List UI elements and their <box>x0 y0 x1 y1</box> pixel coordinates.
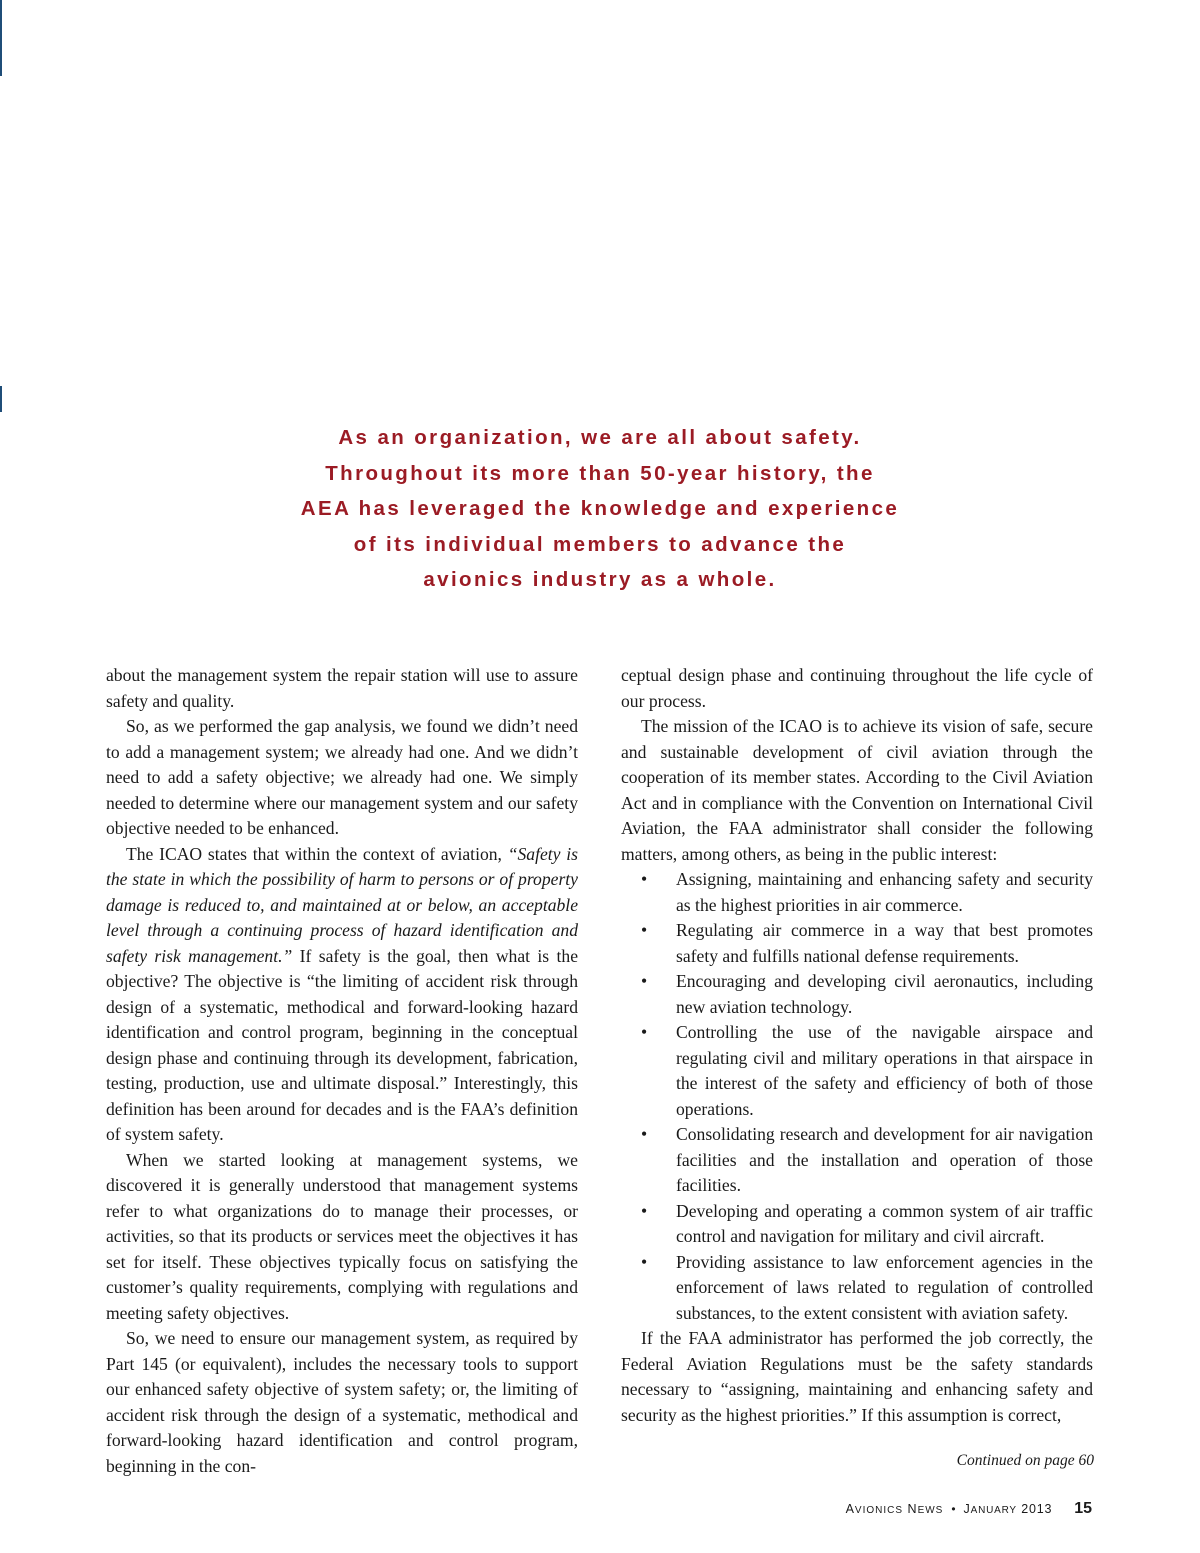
list-item <box>621 1122 1093 1199</box>
body-paragraph: The mission of the ICAO is to achieve its vision of safe, secure and sustainable development of civil aviation through the cooperation of its member states. According to the Civil Aviation Act and in compliance with the Convention on International Civil Aviation, the FAA administrator shall consider the following matters, among others, as being in the public interest: <box>621 716 1093 864</box>
list-item-text: Regulating air commerce in a way that best promotes safety and fulfills national defense requirements. <box>676 920 1093 966</box>
list-item-text: Assigning, maintaining and enhancing safety and security as the highest priorities in air commerce. <box>676 869 1093 915</box>
list-item <box>621 1020 1093 1122</box>
list-item <box>621 1250 1093 1327</box>
bullet-icon: • <box>641 1200 648 1221</box>
magazine-name-initial: A <box>845 1502 855 1516</box>
list-item <box>621 867 1093 918</box>
body-paragraph: ceptual design phase and continuing throughout the life cycle of our process. <box>621 665 1093 711</box>
list-item <box>621 969 1093 1020</box>
bullet-icon: • <box>641 1251 648 1272</box>
continued-on-page-note: Continued on page 60 <box>956 1452 1094 1469</box>
page-number: 15 <box>1074 1500 1092 1517</box>
paragraph-text: The ICAO states that within the context of aviation, <box>126 843 508 864</box>
body-paragraph: When we started looking at management systems, we discovered it is generally understood that management systems refer to what organizations do to manage their processes, or activities, so that its products or services meet the objectives it has set for itself. These objectives typically focus on satisfying the customer’s quality requirements, complying with regulations and meeting safety objectives. <box>106 1149 578 1323</box>
issue-month-initial: J <box>963 1502 971 1516</box>
list-item-text: Providing assistance to law enforcement agencies in the enforcement of laws related to regulation of controlled substances, to the extent consistent with aviation safety. <box>676 1251 1093 1323</box>
list-item-text: Developing and operating a common system of air traffic control and navigation for military and civil aircraft. <box>676 1200 1093 1246</box>
page-edge-mark-top <box>0 0 2 76</box>
issue-year: 2013 <box>1021 1502 1053 1516</box>
body-paragraph: about the management system the repair station will use to assure safety and quality. <box>106 665 578 711</box>
magazine-name-rest: VIONICS <box>854 1505 904 1516</box>
bullet-icon: • <box>641 869 648 889</box>
public-interest-list <box>621 867 1093 1326</box>
body-paragraph: If the FAA administrator has performed the job correctly, the Federal Aviation Regulations must be the safety standards necessary to “assigning, maintaining and enhancing safety and security as the highest priorities.” If this assumption is correct, <box>621 1328 1093 1425</box>
magazine-name-rest: EWS <box>917 1505 944 1516</box>
list-item <box>621 1199 1093 1250</box>
bullet-icon: • <box>641 1124 648 1144</box>
body-paragraph: So, as we performed the gap analysis, we found we didn’t need to add a management system; we already had one. And we didn’t need to add a safety objective; we already had one. We simply needed to determine where our management system and our safety objective needed to be enhanced. <box>106 716 578 838</box>
footer-separator: • <box>951 1502 956 1516</box>
page-edge-mark-middle <box>0 386 2 412</box>
page-footer <box>846 1500 1092 1518</box>
pull-quote <box>250 420 950 598</box>
magazine-name <box>846 1502 944 1516</box>
issue-month-rest: ANUARY <box>970 1505 1017 1516</box>
article-left-column <box>106 663 578 1479</box>
list-item-text: Controlling the use of the navigable airspace and regulating civil and military operations in that airspace in the interest of the safety and efficiency of both of those operations. <box>676 1022 1093 1119</box>
body-paragraph-icao-definition <box>106 842 578 1148</box>
bullet-icon: • <box>641 971 648 991</box>
article-right-column <box>621 663 1093 1428</box>
list-item <box>621 918 1093 969</box>
body-paragraph: So, we need to ensure our management system, as required by Part 145 (or equivalent), includes the necessary tools to support our enhanced safety objective of system safety; or, the limiting of accident risk through the design of a systematic, methodical and forward-looking hazard identification and control program, beginning in the con- <box>106 1328 578 1476</box>
bullet-icon: • <box>641 920 648 940</box>
magazine-name-initial: N <box>907 1502 918 1516</box>
icao-safety-quote: “Safety is the state in which the possibility of harm to persons or of property damage is reduced to, and maintained at or below, an acceptable level through a continuing process of hazard identification and safety risk management.” <box>106 843 578 966</box>
paragraph-text: If safety is the goal, then what is the objective? The objective is “the limiting of accident risk through design of a systematic, methodical and forward-looking hazard identification and control program, beginning in the conceptual design phase and continuing through its development, fabrication, testing, production, use and ultimate disposal.” Interestingly, this definition has been around for decades and is the FAA’s definition of system safety. <box>106 945 578 1144</box>
list-item-text: Encouraging and developing civil aeronautics, including new aviation technology. <box>676 971 1093 1017</box>
pull-quote-line: As an organization, we are all about safety. <box>338 426 862 449</box>
pull-quote-line: Throughout its more than 50-year history, the <box>325 461 875 485</box>
issue-date <box>964 1502 1053 1516</box>
bullet-icon: • <box>641 1022 648 1042</box>
pull-quote-line: AEA has leveraged the knowledge and experience <box>300 497 900 520</box>
pull-quote-line: of its individual members to advance the <box>353 532 847 556</box>
pull-quote-line: avionics industry as a whole. <box>423 568 777 591</box>
list-item-text: Consolidating research and development for air navigation facilities and the installation and operation of those facilities. <box>676 1124 1093 1195</box>
